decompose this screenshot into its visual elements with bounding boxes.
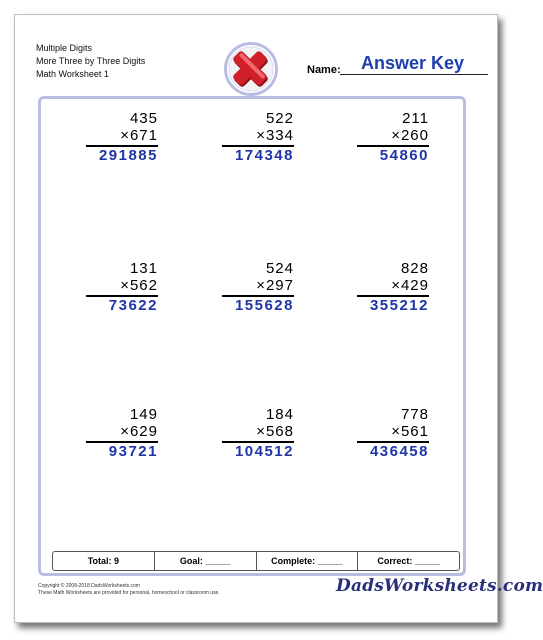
problem — [222, 110, 294, 165]
multiplier: ×629 — [120, 423, 158, 440]
multiplier: ×671 — [120, 127, 158, 144]
red-x-icon — [224, 42, 278, 96]
multiplier: ×561 — [391, 423, 429, 440]
multiplier: ×297 — [256, 277, 294, 294]
score-bar — [52, 551, 460, 571]
multiplicand: 778 — [400, 406, 429, 423]
multiplier: ×562 — [120, 277, 158, 294]
problem — [357, 260, 429, 315]
header-topic: Multiple Digits — [36, 43, 93, 53]
multiplier: ×568 — [256, 423, 294, 440]
copyright-notice — [38, 583, 220, 597]
problem — [222, 406, 294, 461]
name-label: Name: — [307, 64, 341, 76]
worksheet-header — [36, 42, 145, 81]
usage-line: These Math Worksheets are provided for personal, homeschool or classroom use. — [38, 590, 220, 596]
answer: 54860 — [379, 147, 429, 164]
total-count: Total: 9 — [87, 556, 120, 566]
multiplicand: 435 — [129, 110, 158, 127]
answer: 73622 — [108, 297, 158, 314]
multiplicand: 149 — [129, 406, 158, 423]
answer: 436458 — [369, 443, 429, 460]
name-line — [340, 74, 488, 75]
problem — [357, 406, 429, 461]
complete-field[interactable]: Complete: _____ — [256, 552, 358, 570]
multiplicand: 828 — [400, 260, 429, 277]
problem — [86, 260, 158, 315]
multiplicand: 131 — [129, 260, 158, 277]
answer: 355212 — [369, 297, 429, 314]
name-field[interactable] — [307, 54, 487, 76]
copyright-line: Copyright © 2008-2018 DadsWorksheets.com — [38, 583, 140, 589]
header-title: Math Worksheet 1 — [36, 69, 109, 79]
problem — [86, 406, 158, 461]
goal-field[interactable]: Goal: _____ — [154, 552, 256, 570]
problem — [222, 260, 294, 315]
multiplicand: 184 — [265, 406, 294, 423]
header-subtopic: More Three by Three Digits — [36, 56, 146, 66]
problem — [357, 110, 429, 165]
answer: 155628 — [234, 297, 294, 314]
multiplier: ×260 — [391, 127, 429, 144]
multiplier: ×429 — [391, 277, 429, 294]
problems-frame — [38, 96, 466, 576]
multiplicand: 211 — [402, 110, 429, 127]
answer: 291885 — [98, 147, 158, 164]
multiplicand: 524 — [265, 260, 294, 277]
multiplier: ×334 — [256, 127, 294, 144]
answer: 174348 — [234, 147, 294, 164]
multiplicand: 522 — [265, 110, 294, 127]
answer: 93721 — [108, 443, 158, 460]
brand-logo[interactable]: DadsWorksheets.com — [336, 576, 543, 596]
correct-field[interactable]: Correct: _____ — [357, 552, 459, 570]
answer-key-label: Answer Key — [361, 53, 465, 73]
problem — [86, 110, 158, 165]
answer: 104512 — [234, 443, 294, 460]
